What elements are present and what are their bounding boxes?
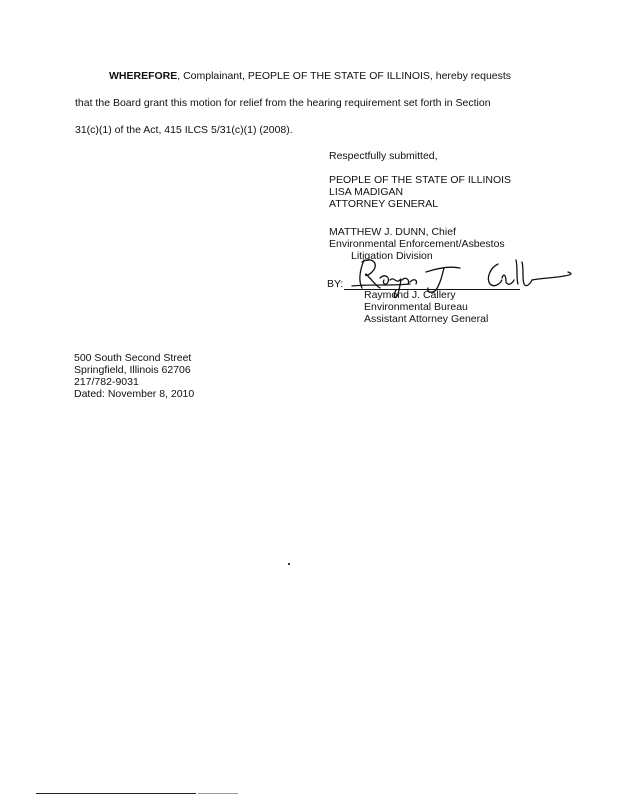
- wherefore-lead: WHEREFORE: [109, 70, 178, 82]
- party-block: [329, 174, 511, 210]
- attorney-general-title: ATTORNEY GENERAL: [329, 198, 439, 210]
- attorney-general-name: LISA MADIGAN: [329, 186, 404, 198]
- address-street: 500 South Second Street: [74, 352, 192, 364]
- paragraph-line-2: that the Board grant this motion for relief from the hearing requirement set forth in Section: [75, 97, 491, 109]
- division-line-2: Litigation Division: [351, 250, 433, 262]
- division-line-1: Environmental Enforcement/Asbestos: [329, 238, 505, 250]
- chief-name: MATTHEW J. DUNN, Chief: [329, 226, 456, 238]
- signer-bureau: Environmental Bureau: [364, 301, 468, 313]
- paragraph-line-1-text: , Complainant, PEOPLE OF THE STATE OF ILLINOIS, hereby requests: [177, 70, 512, 82]
- address-phone: 217/782-9031: [74, 376, 139, 388]
- signer-name: Raymond J. Callery: [364, 289, 456, 301]
- signer-block: [364, 289, 488, 325]
- paragraph-line-3: 31(c)(1) of the Act, 415 ILCS 5/31(c)(1) (2008).: [75, 124, 293, 136]
- party-name: PEOPLE OF THE STATE OF ILLINOIS: [329, 174, 512, 186]
- by-label: BY:: [327, 278, 344, 290]
- scan-speck: [288, 563, 290, 565]
- closing-text: Respectfully submitted,: [329, 150, 438, 162]
- address-city: Springfield, Illinois 62706: [74, 364, 191, 376]
- address-dated: Dated: November 8, 2010: [74, 388, 195, 400]
- signer-title: Assistant Attorney General: [364, 313, 489, 325]
- address-block: [74, 352, 194, 400]
- footer-rule: [36, 793, 196, 794]
- paragraph-line-1: [109, 69, 511, 83]
- footer-rule-tail: [198, 793, 238, 794]
